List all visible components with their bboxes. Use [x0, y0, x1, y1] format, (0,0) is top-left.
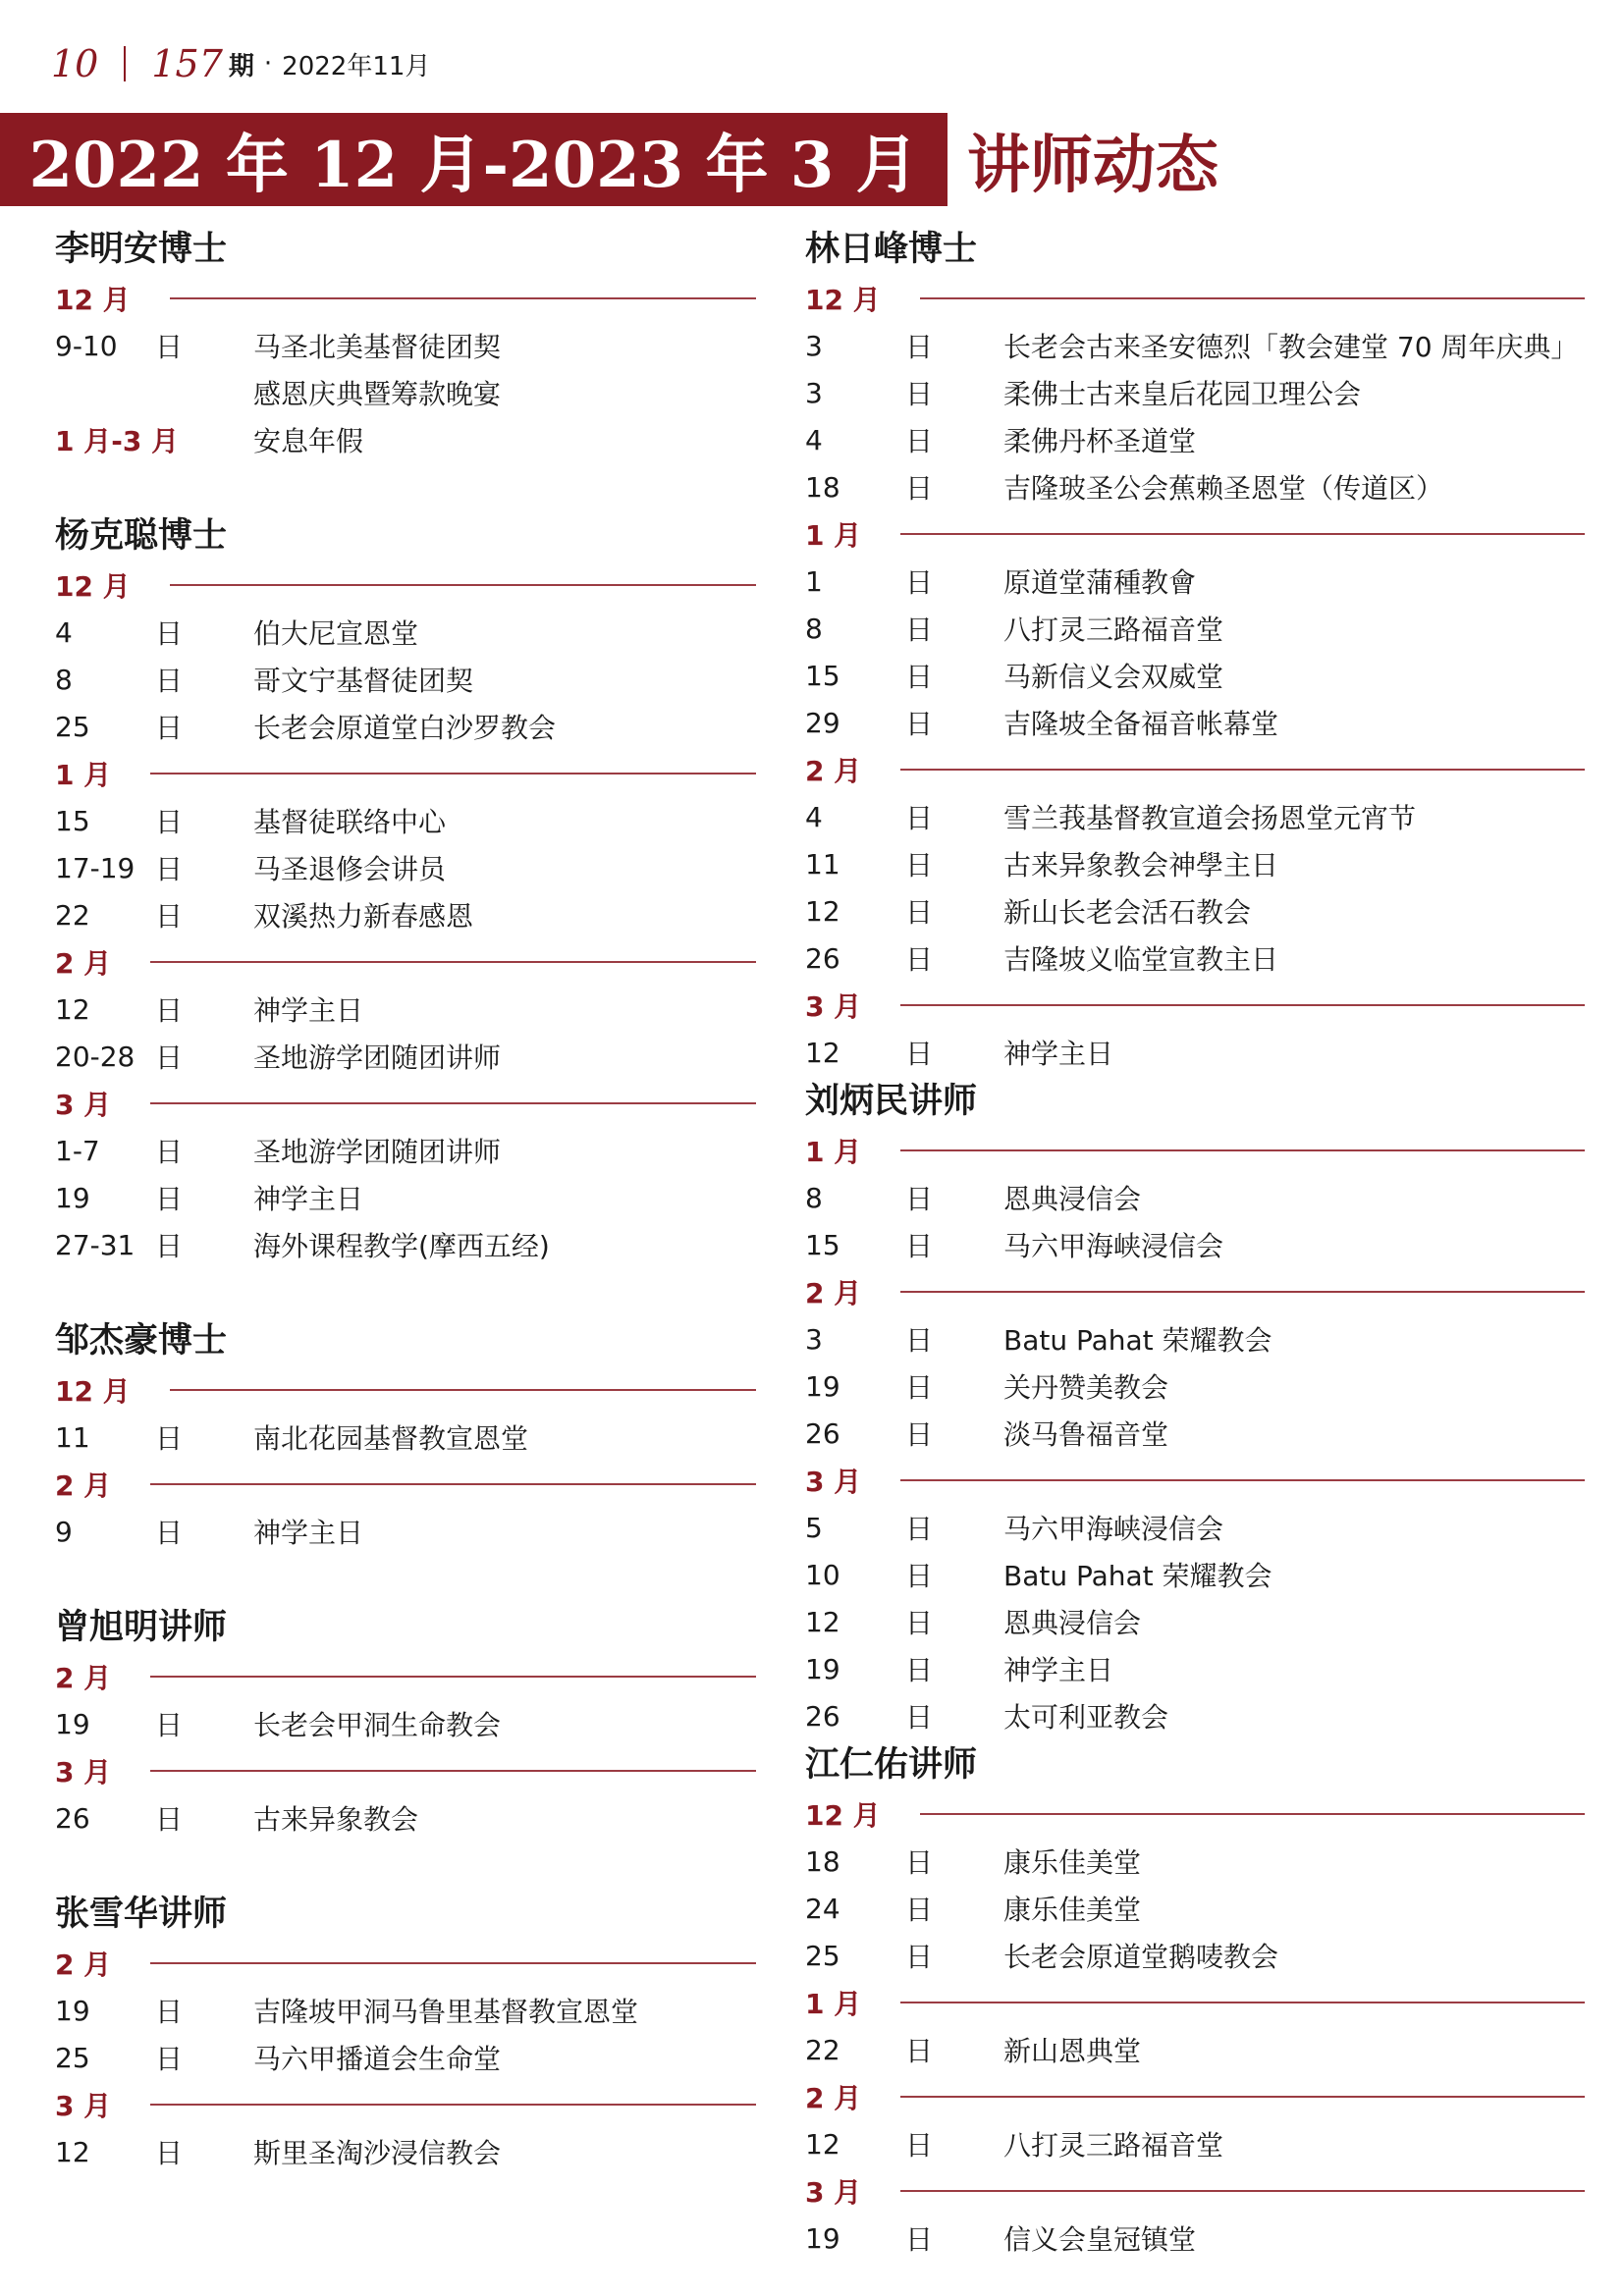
entry-event: 马新信义会双威堂 [1003, 661, 1224, 693]
entry-date: 19 [55, 1707, 90, 1740]
entry-day-unit: 日 [155, 1517, 184, 1549]
entry-event: 感恩庆典暨筹款晚宴 [253, 378, 502, 410]
entry-day-unit: 日 [905, 1371, 934, 1404]
entry-day-unit: 日 [905, 943, 934, 976]
entry-event: 神学主日 [1003, 1654, 1114, 1686]
lecturer-name: 张雪华讲师 [55, 1894, 228, 1934]
entry-event: 马圣北美基督徒团契 [253, 331, 502, 363]
month-divider [900, 2096, 1585, 2098]
month-label: 3 月 [55, 1756, 112, 1789]
month-label: 12 月 [805, 284, 881, 316]
month-header [55, 1653, 756, 1700]
month-label: 2 月 [805, 2082, 862, 2114]
month-divider [150, 1770, 756, 1772]
month-header [55, 1366, 756, 1414]
month-header [805, 1790, 1585, 1838]
entry-date: 3 [805, 329, 823, 362]
entry-event: 长老会原道堂鹅唛教会 [1003, 1941, 1279, 1973]
lecturer-name: 江仁佑讲师 [805, 1744, 978, 1785]
month-label: 1 月 [805, 1988, 862, 2020]
entry-date: 11 [55, 1420, 90, 1454]
month-divider [920, 1813, 1585, 1815]
lecturer-name: 刘炳民讲师 [805, 1081, 978, 1121]
entry-date: 25 [805, 1939, 840, 1972]
entry-day-unit: 日 [155, 994, 184, 1027]
entry-date: 19 [55, 1994, 90, 2027]
month-label: 3 月 [805, 990, 862, 1023]
entry-event: 南北花园基督教宣恩堂 [253, 1422, 529, 1455]
entry-day-unit: 日 [905, 1894, 934, 1926]
section-gap [55, 463, 756, 510]
entry-date: 24 [805, 1892, 840, 1925]
entry-event: 八打灵三路福音堂 [1003, 614, 1224, 646]
entry-day-unit: 日 [905, 896, 934, 929]
left-column [55, 224, 756, 2175]
lecturer-name: 李明安博士 [55, 229, 228, 269]
entry-event: 长老会甲洞生命教会 [253, 1709, 502, 1741]
schedule-entry [805, 840, 1585, 887]
schedule-entry [805, 1932, 1585, 1979]
entry-event: 古来异象教会 [253, 1803, 419, 1836]
month-header [805, 1268, 1585, 1315]
entry-date: 12 [55, 2135, 90, 2168]
entry-day-unit: 日 [155, 1709, 184, 1741]
month-divider [900, 2190, 1585, 2192]
entry-day-unit: 日 [155, 2043, 184, 2075]
entry-day-unit: 日 [905, 378, 934, 410]
page-header [51, 39, 430, 88]
month-header [805, 2073, 1585, 2120]
month-label: 2 月 [805, 755, 862, 787]
entry-event: 原道堂蒲種教會 [1003, 566, 1197, 599]
schedule-entry [55, 2034, 756, 2081]
entry-event: 马六甲播道会生命堂 [253, 2043, 502, 2075]
month-header [805, 982, 1585, 1029]
entry-event: 神学主日 [253, 1517, 364, 1549]
entry-day-unit: 日 [155, 331, 184, 363]
month-divider [900, 2002, 1585, 2003]
entry-day-unit: 日 [905, 566, 934, 599]
schedule-entry [55, 986, 756, 1033]
entry-date: 22 [55, 898, 90, 932]
lecturer-name: 邹杰豪博士 [55, 1320, 228, 1361]
month-divider [150, 1676, 756, 1678]
entry-event: Batu Pahat 荣耀教会 [1003, 1560, 1272, 1592]
entry-day-unit: 日 [905, 1941, 934, 1973]
entry-day-unit: 日 [905, 2035, 934, 2067]
entry-event: 哥文宁基督徒团契 [253, 665, 474, 697]
entry-day-unit: 日 [155, 853, 184, 885]
month-divider [900, 533, 1585, 535]
entry-event: 雪兰莪基督教宣道会扬恩堂元宵节 [1003, 802, 1417, 834]
month-divider [150, 2104, 756, 2106]
month-label: 2 月 [55, 1662, 112, 1694]
issue-number: 157 [151, 42, 223, 85]
lecturer-name: 杨克聪博士 [55, 515, 228, 556]
entry-day-unit: 日 [905, 1418, 934, 1451]
schedule-entry [805, 934, 1585, 982]
entry-event: 圣地游学团随团讲师 [253, 1136, 502, 1168]
entry-event: 伯大尼宣恩堂 [253, 617, 419, 650]
entry-date: 19 [805, 1369, 840, 1403]
month-label: 3 月 [805, 2176, 862, 2209]
entry-day-unit: 日 [905, 1560, 934, 1592]
entry-date: 20-28 [55, 1040, 135, 1073]
issue-unit: 期 [228, 51, 254, 81]
month-label: 2 月 [55, 1469, 112, 1502]
schedule-entry [805, 1885, 1585, 1932]
schedule-entry [805, 416, 1585, 463]
month-divider [170, 297, 756, 299]
entry-date: 26 [55, 1801, 90, 1835]
entry-day-unit: 日 [905, 802, 934, 834]
entry-day-unit: 日 [155, 1230, 184, 1262]
entry-day-unit: 日 [905, 614, 934, 646]
entry-event: 神学主日 [253, 1183, 364, 1215]
entry-day-unit: 日 [155, 617, 184, 650]
entry-date: 22 [805, 2033, 840, 2066]
entry-date: 9 [55, 1515, 73, 1548]
schedule-entry [805, 1551, 1585, 1598]
schedule-entry [55, 1700, 756, 1747]
entry-event: 双溪热力新春感恩 [253, 900, 474, 933]
month-label: 1 月 [805, 519, 862, 552]
entry-date: 3 [805, 376, 823, 409]
entry-day-unit: 日 [905, 1038, 934, 1070]
entry-date: 25 [55, 710, 90, 743]
entry-day-unit: 日 [155, 2137, 184, 2169]
month-divider [900, 769, 1585, 771]
schedule-entry [805, 699, 1585, 746]
right-column [805, 224, 1585, 2262]
month-label: 1 月 [55, 759, 112, 791]
schedule-entry [805, 793, 1585, 840]
entry-day-unit: 日 [905, 1324, 934, 1357]
month-divider [150, 773, 756, 774]
entry-event: 康乐佳美堂 [1003, 1894, 1142, 1926]
entry-event: 马圣退修会讲员 [253, 853, 447, 885]
entry-date: 10 [805, 1558, 840, 1591]
section-gap [55, 1268, 756, 1315]
entry-day-unit: 日 [905, 1701, 934, 1734]
month-header [805, 275, 1585, 322]
month-label: 1 月 [805, 1136, 862, 1168]
entry-day-unit: 日 [905, 1513, 934, 1545]
entry-date: 9-10 [55, 329, 118, 362]
schedule-entry [805, 1315, 1585, 1362]
month-header [805, 1979, 1585, 2026]
lecturer-block [55, 1315, 756, 1555]
section-gap [55, 1555, 756, 1602]
entry-day-unit: 日 [905, 708, 934, 740]
month-label: 2 月 [55, 1949, 112, 1981]
entry-date: 18 [805, 1844, 840, 1878]
entry-event: 太可利亚教会 [1003, 1701, 1169, 1734]
entry-day-unit: 日 [905, 331, 934, 363]
entry-date: 1-7 [55, 1134, 100, 1167]
schedule-entry [805, 1362, 1585, 1410]
month-header [55, 1080, 756, 1127]
schedule-entry [55, 1127, 756, 1174]
entry-date: 15 [55, 804, 90, 837]
month-label: 2 月 [55, 947, 112, 980]
month-divider [920, 297, 1585, 299]
entry-date: 19 [805, 2221, 840, 2255]
entry-day-unit: 日 [905, 1654, 934, 1686]
schedule-entry [55, 1174, 756, 1221]
entry-date: 29 [805, 706, 840, 739]
entry-date: 12 [805, 894, 840, 928]
schedule-entry [805, 558, 1585, 605]
entry-day-unit: 日 [155, 1041, 184, 1074]
entry-day-unit: 日 [155, 1136, 184, 1168]
entry-day-unit: 日 [155, 1803, 184, 1836]
schedule-entry [55, 703, 756, 750]
entry-event: 古来异象教会神學主日 [1003, 849, 1279, 881]
entry-date: 19 [805, 1652, 840, 1685]
entry-date: 12 [55, 992, 90, 1026]
entry-day-unit: 日 [155, 900, 184, 933]
entry-day-unit: 日 [155, 1996, 184, 2028]
entry-event: 长老会原道堂白沙罗教会 [253, 712, 557, 744]
schedule-entry [805, 2026, 1585, 2073]
entry-event: 关丹赞美教会 [1003, 1371, 1169, 1404]
month-label: 12 月 [55, 1375, 131, 1408]
month-label: 3 月 [805, 1466, 862, 1498]
entry-event: 新山恩典堂 [1003, 2035, 1142, 2067]
entry-date: 27-31 [55, 1228, 135, 1261]
entry-date: 18 [805, 470, 840, 504]
month-header [55, 2081, 756, 2128]
month-label: 12 月 [55, 284, 131, 316]
entry-event: Batu Pahat 荣耀教会 [1003, 1324, 1272, 1357]
schedule-entry [805, 1692, 1585, 1739]
month-divider [150, 1962, 756, 1964]
entry-date: 11 [805, 847, 840, 881]
month-divider [150, 1483, 756, 1485]
schedule-entry [805, 463, 1585, 510]
entry-day-unit: 日 [905, 2129, 934, 2162]
entry-day-unit: 日 [905, 849, 934, 881]
month-label: 12 月 [55, 570, 131, 603]
month-header [55, 275, 756, 322]
entry-event: 吉隆坡义临堂宣教主日 [1003, 943, 1279, 976]
entry-day-unit: 日 [155, 1422, 184, 1455]
entry-day-unit: 日 [905, 1230, 934, 1262]
schedule-entry [55, 1414, 756, 1461]
schedule-entry [55, 1221, 756, 1268]
lecturer-block [805, 1739, 1585, 2262]
schedule-entry [55, 1033, 756, 1080]
entry-date: 15 [805, 1228, 840, 1261]
entry-event: 马六甲海峡浸信会 [1003, 1513, 1224, 1545]
entry-event: 吉隆坡甲洞马鲁里基督教宣恩堂 [253, 1996, 639, 2028]
entry-event: 柔佛士古来皇后花园卫理公会 [1003, 378, 1362, 410]
entry-date: 19 [55, 1181, 90, 1214]
schedule-entry [805, 369, 1585, 416]
lecturer-name: 林日峰博士 [805, 229, 978, 269]
month-header [55, 750, 756, 797]
entry-date: 8 [55, 663, 73, 696]
entry-date: 4 [55, 615, 73, 649]
entry-event: 吉隆玻圣公会蕉赖圣恩堂（传道区） [1003, 472, 1444, 505]
schedule-entry [805, 1504, 1585, 1551]
schedule-entry [55, 891, 756, 938]
entry-day-unit: 日 [155, 1183, 184, 1215]
entry-day-unit: 日 [905, 1183, 934, 1215]
schedule-entry [55, 322, 756, 369]
entry-date: 15 [805, 659, 840, 692]
schedule-entry [805, 1029, 1585, 1076]
schedule-entry [805, 1598, 1585, 1645]
lecturer-block [55, 1602, 756, 1842]
entry-date: 8 [805, 1181, 823, 1214]
entry-date: 1 [805, 564, 823, 598]
month-divider [900, 1004, 1585, 1006]
schedule-entry [55, 656, 756, 703]
schedule-entry [55, 2128, 756, 2175]
month-divider [150, 1102, 756, 1104]
issue-date: 2022年11月 [282, 51, 431, 81]
entry-day-unit: 日 [155, 806, 184, 838]
entry-event: 基督徒联络中心 [253, 806, 447, 838]
month-header [805, 2167, 1585, 2215]
schedule-entry [55, 1794, 756, 1842]
entry-event: 圣地游学团随团讲师 [253, 1041, 502, 1074]
entry-event: 新山长老会活石教会 [1003, 896, 1252, 929]
entry-event: 康乐佳美堂 [1003, 1846, 1142, 1879]
month-divider [900, 1479, 1585, 1481]
entry-day-unit: 日 [905, 1846, 934, 1879]
schedule-entry [55, 1508, 756, 1555]
entry-event: 马六甲海峡浸信会 [1003, 1230, 1224, 1262]
entry-event: 海外课程教学(摩西五经) [253, 1230, 550, 1262]
title-banner [0, 113, 1218, 206]
entry-event: 神学主日 [253, 994, 364, 1027]
month-label: 3 月 [55, 1089, 112, 1121]
schedule-entry [55, 609, 756, 656]
schedule-entry [805, 652, 1585, 699]
schedule-entry [55, 797, 756, 844]
entry-day-unit: 日 [155, 712, 184, 744]
schedule-entry [55, 1987, 756, 2034]
entry-event: 信义会皇冠镇堂 [1003, 2223, 1197, 2256]
schedule-entry [55, 369, 756, 416]
header-dot: · [263, 49, 273, 79]
entry-event: 恩典浸信会 [1003, 1607, 1142, 1639]
entry-date: 12 [805, 1036, 840, 1069]
schedule-entry [805, 605, 1585, 652]
schedule-entry [805, 322, 1585, 369]
extra-period-label: 1 月-3 月 [55, 425, 180, 457]
month-header [55, 938, 756, 986]
month-header [805, 510, 1585, 558]
schedule-entry [805, 2215, 1585, 2262]
schedule-entry [805, 887, 1585, 934]
schedule-entry-extra [55, 416, 756, 463]
lecturer-block [55, 510, 756, 1268]
schedule-entry [805, 1645, 1585, 1692]
entry-day-unit: 日 [905, 661, 934, 693]
schedule-entry [805, 1221, 1585, 1268]
entry-date: 26 [805, 1699, 840, 1733]
entry-event: 恩典浸信会 [1003, 1183, 1142, 1215]
entry-day-unit: 日 [905, 1607, 934, 1639]
entry-date: 3 [805, 1322, 823, 1356]
banner-period: 2022 年 12 月-2023 年 3 月 [0, 113, 947, 206]
month-header [55, 1461, 756, 1508]
month-label: 3 月 [55, 2090, 112, 2122]
entry-date: 12 [805, 2127, 840, 2161]
banner-title: 讲师动态 [967, 128, 1218, 202]
entry-date: 12 [805, 1605, 840, 1638]
entry-date: 26 [805, 941, 840, 975]
month-header [55, 561, 756, 609]
month-label: 12 月 [805, 1799, 881, 1832]
schedule-entry [805, 2120, 1585, 2167]
month-label: 2 月 [805, 1277, 862, 1309]
entry-date: 8 [805, 612, 823, 645]
entry-event: 八打灵三路福音堂 [1003, 2129, 1224, 2162]
entry-event: 神学主日 [1003, 1038, 1114, 1070]
entry-day-unit: 日 [905, 472, 934, 505]
section-gap [55, 1842, 756, 1889]
lecturer-block [55, 224, 756, 463]
entry-event: 柔佛丹杯圣道堂 [1003, 425, 1197, 457]
month-divider [170, 584, 756, 586]
entry-date: 4 [805, 800, 823, 833]
lecturer-block [55, 1889, 756, 2175]
entry-day-unit: 日 [905, 425, 934, 457]
schedule-entry [55, 844, 756, 891]
month-header [805, 1457, 1585, 1504]
schedule-entry [805, 1410, 1585, 1457]
month-header [55, 1747, 756, 1794]
entry-date: 4 [805, 423, 823, 456]
header-divider [124, 46, 126, 81]
lecturer-block [805, 1076, 1585, 1739]
month-divider [150, 961, 756, 963]
lecturer-name: 曾旭明讲师 [55, 1607, 228, 1647]
entry-date: 5 [805, 1511, 823, 1544]
month-divider [900, 1291, 1585, 1293]
entry-event: 淡马鲁福音堂 [1003, 1418, 1169, 1451]
month-header [805, 1127, 1585, 1174]
entry-date: 26 [805, 1416, 840, 1450]
entry-event: 长老会古来圣安德烈「教会建堂 70 周年庆典」 [1003, 331, 1579, 363]
entry-event: 吉隆坡全备福音帐幕堂 [1003, 708, 1279, 740]
month-divider [170, 1389, 756, 1391]
entry-date: 17-19 [55, 851, 135, 884]
entry-day-unit: 日 [905, 2223, 934, 2256]
month-header [55, 1940, 756, 1987]
lecturer-block [805, 224, 1585, 1076]
schedule-entry [805, 1174, 1585, 1221]
entry-event: 斯里圣淘沙浸信教会 [253, 2137, 502, 2169]
month-header [805, 746, 1585, 793]
entry-day-unit: 日 [155, 665, 184, 697]
schedule-entry [805, 1838, 1585, 1885]
entry-event: 安息年假 [253, 425, 364, 457]
entry-date: 25 [55, 2041, 90, 2074]
month-divider [900, 1149, 1585, 1151]
page-number: 10 [51, 42, 99, 85]
